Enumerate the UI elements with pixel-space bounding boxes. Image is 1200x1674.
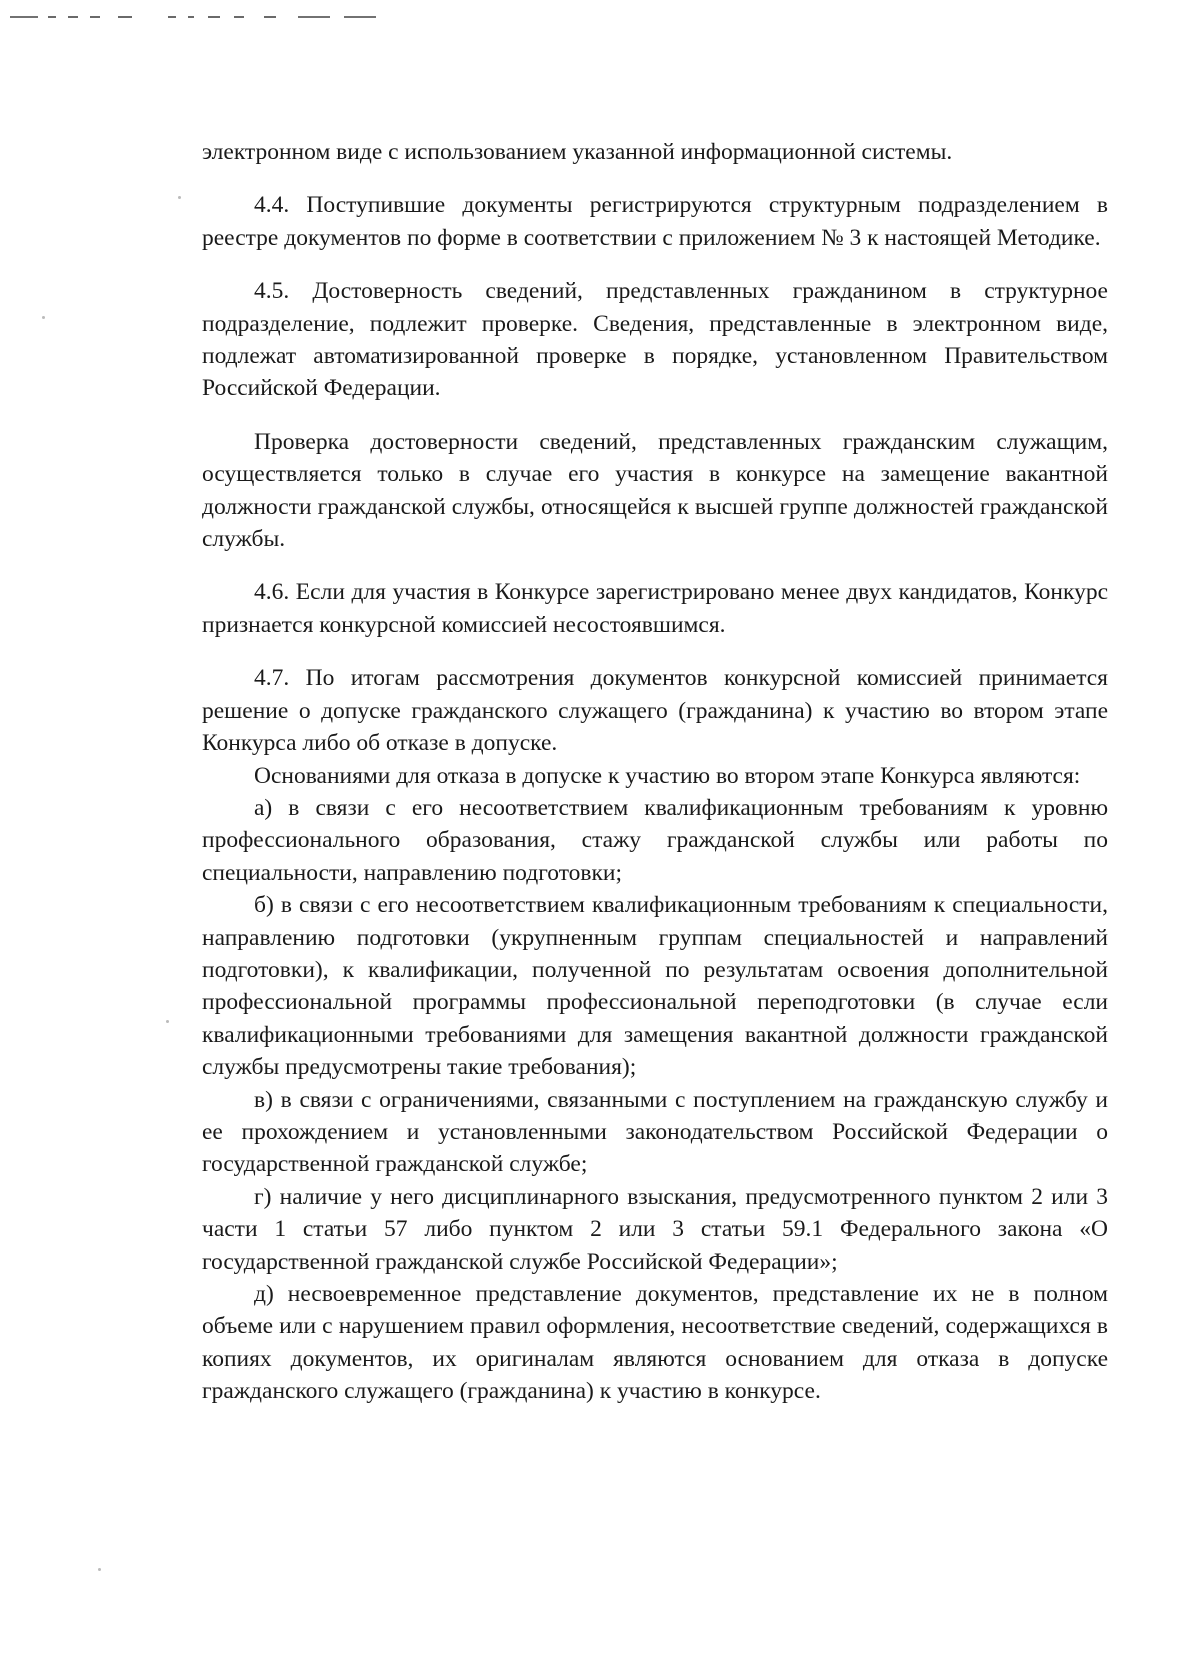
list-item-d: д) несвоевременное представление документов, представление их не в полном объеме или с нарушением правил оформления, несоответствие сведений, содержащихся в копиях документов, их оригиналам являются основанием для отказа в допуске гражданского служащего (гражданина) к участию в конкурсе. — [202, 1281, 1108, 1405]
paragraph-4-5: 4.5. Достоверность сведений, представленных гражданином в структурное подразделение, подлежит проверке. Сведения, представленные в электронном виде, подлежат автоматизированной проверке в порядке, установленном Правительством Российской Федерации. — [202, 278, 1108, 402]
scan-artifact-marks — [8, 14, 378, 20]
paragraph-4-7: 4.7. По итогам рассмотрения документов конкурсной комиссией принимается решение о допуске гражданского служащего (гражданина) к участию во втором этапе Конкурса либо об отказе в допуске. — [202, 665, 1108, 757]
paragraph-grounds: Основаниями для отказа в допуске к участию во втором этапе Конкурса являются: — [254, 762, 1081, 789]
margin-speck — [178, 196, 181, 199]
margin-speck — [98, 1568, 101, 1571]
list-item-a: а) в связи с его несоответствием квалификационным требованиям к уровню профессионального образования, стажу гражданской службы или работы по специальности, направлению подготовки; — [202, 794, 1108, 886]
list-item-v: в) в связи с ограничениями, связанными с поступлением на гражданскую службу и ее прохождением и установленными законодательством Российской Федерации о государственной гражданской службе; — [202, 1086, 1108, 1178]
document-page — [202, 136, 1108, 1408]
margin-speck — [42, 316, 45, 319]
list-item-g: г) наличие у него дисциплинарного взыскания, предусмотренного пунктом 2 или 3 части 1 статьи 57 либо пунктом 2 или 3 статьи 59.1 Федерального закона «О государственной гражданской службе Российской Федерации»; — [202, 1183, 1108, 1275]
margin-speck — [166, 1020, 169, 1023]
list-item-b: б) в связи с его несоответствием квалификационным требованиям к специальности, направлению подготовки (укрупненным группам специальностей и направлений подготовки), к квалификации, полученной по результатам освоения дополнительной профессиональной программы профессиональной переподготовки (в случае если квалификационными требованиями для замещения вакантной должности гражданской службы предусмотрены такие требования); — [202, 892, 1108, 1081]
paragraph-4-6: 4.6. Если для участия в Конкурсе зарегистрировано менее двух кандидатов, Конкурс признается конкурсной комиссией несостоявшимся. — [202, 579, 1108, 638]
paragraph-continuation: электронном виде с использованием указанной информационной системы. — [202, 139, 953, 165]
paragraph-4-4: 4.4. Поступившие документы регистрируются структурным подразделением в реестре документов по форме в соответствии с приложением № 3 к настоящей Методике. — [202, 192, 1108, 251]
paragraph-verification: Проверка достоверности сведений, представленных гражданским служащим, осуществляется только в случае его участия в конкурсе на замещение вакантной должности гражданской службы, относящейся к высшей группе должностей гражданской службы. — [202, 428, 1108, 553]
